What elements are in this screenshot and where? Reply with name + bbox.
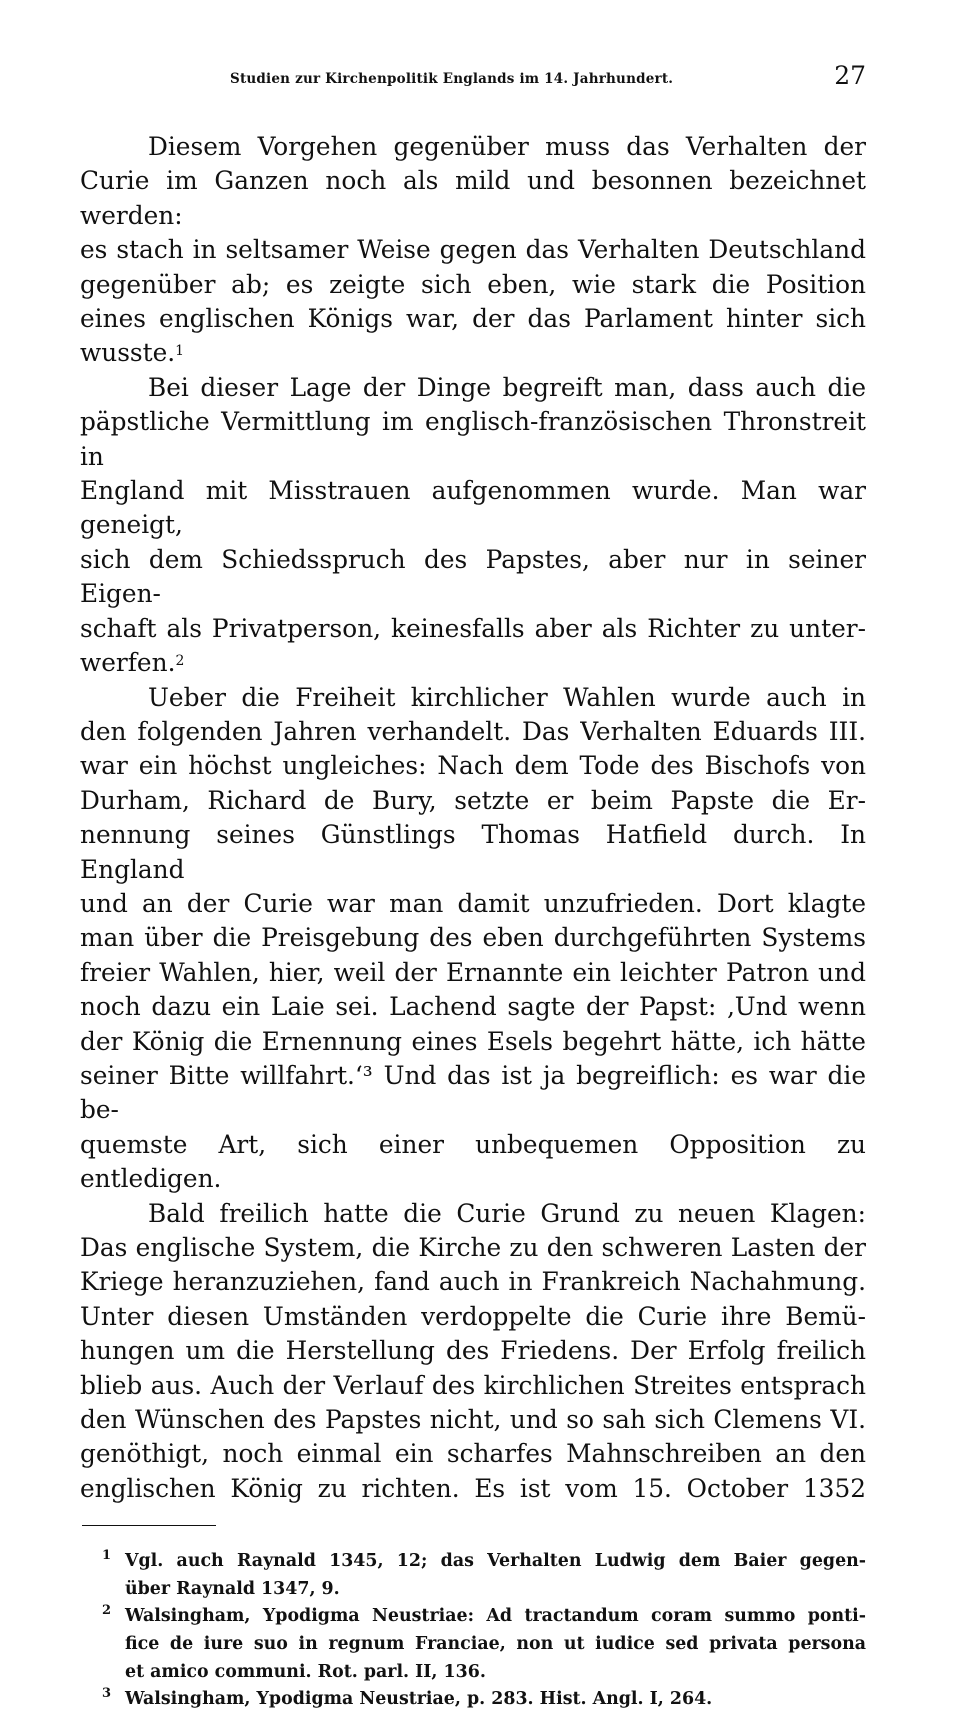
body-text [80, 130, 866, 1506]
footnote-number: 1 [102, 1548, 112, 1564]
footnote-rule [82, 1525, 216, 1526]
text-line: freier Wahlen, hier, weil der Ernannte ein leichter Patron und [80, 957, 866, 987]
text-line: werfen.$^2$ [80, 648, 185, 678]
footnote-line: über Raynald 1347, 9. [125, 1578, 340, 1599]
text-line: eines englischen Königs war, der das Parlament hinter sich [80, 304, 866, 334]
text-line: gegenüber ab; es zeigte sich eben, wie stark die Position [80, 269, 866, 299]
text-line: Diesem Vorgehen gegenüber muss das Verhalten der [148, 132, 866, 161]
text-line: war ein höchst ungleiches: Nach dem Tode des Bischofs von [80, 751, 866, 781]
footnotes [80, 1548, 866, 1714]
text-line: man über die Preisgebung des eben durchgeführten Systems [80, 923, 866, 953]
footnote-line: Walsingham, Ypodigma Neustriae, p. 283. Hist. Angl. I, 264. [125, 1689, 713, 1710]
text-line: Durham, Richard de Bury, setzte er beim Papste die Er- [80, 785, 866, 815]
text-line: und an der Curie war man damit unzufrieden. Dort klagte [80, 888, 866, 918]
text-line: der König die Ernennung eines Esels begehrt hätte, ich hätte [80, 1026, 866, 1056]
footnote [80, 1548, 866, 1603]
footnote-marker[interactable]: 1 [175, 343, 185, 360]
page-header [80, 58, 866, 98]
text-line: den Wünschen des Papstes nicht, und so sah sich Clemens VI. [80, 1405, 866, 1435]
page-number: 27 [834, 61, 866, 90]
text-line: Das englische System, die Kirche zu den schweren Lasten der [80, 1233, 866, 1262]
footnote [80, 1686, 866, 1714]
paragraph [80, 1197, 866, 1507]
footnote [80, 1603, 866, 1686]
text-line: hungen um die Herstellung des Friedens. Der Erfolg freilich [80, 1336, 866, 1366]
text-line: sich dem Schiedsspruch des Papstes, aber nur in seiner Eigen- [80, 544, 866, 609]
footnote-line: et amico communi. Rot. parl. II, 136. [125, 1661, 486, 1682]
paragraph [80, 681, 866, 1197]
paragraph [80, 130, 866, 371]
footnote-number: 2 [102, 1603, 112, 1619]
text-line: seiner Bitte willfahrt.‘³ Und das ist ja begreiflich: es war die be- [80, 1060, 866, 1125]
footnote-number: 3 [102, 1686, 112, 1702]
footnote-line: Walsingham, Ypodigma Neustriae: Ad tractandum coram summo ponti- [125, 1606, 866, 1627]
text-line: quemste Art, sich einer unbequemen Opposition zu entledigen. [80, 1129, 866, 1194]
text-line: päpstliche Vermittlung im englisch-französischen Thronstreit in [80, 407, 866, 471]
text-line: blieb aus. Auch der Verlauf des kirchlichen Streites entsprach [80, 1370, 866, 1400]
text-line: es stach in seltsamer Weise gegen das Verhalten Deutschland [80, 235, 866, 265]
text-line: englischen König zu richten. Es ist vom 15. October 1352 [80, 1473, 866, 1503]
text-line: den folgenden Jahren verhandelt. Das Verhalten Eduards III. [80, 716, 866, 746]
text-line: schaft als Privatperson, keinesfalls aber als Richter zu unter- [80, 613, 866, 643]
text-line: Curie im Ganzen noch als mild und besonnen bezeichnet werden: [80, 166, 866, 230]
text-line: Bald freilich hatte die Curie Grund zu neuen Klagen: [148, 1198, 866, 1228]
text-line: Kriege heranzuziehen, fand auch in Frankreich Nachahmung. [80, 1267, 866, 1297]
paragraph [80, 371, 866, 681]
text-line: wusste.$^1$ [80, 338, 185, 368]
footnote-line: Vgl. auch Raynald 1345, 12; das Verhalten Ludwig dem Baier gegen- [125, 1551, 866, 1572]
text-line: noch dazu ein Laie sei. Lachend sagte der Papst: ‚Und wenn [80, 992, 866, 1022]
text-line: nennung seines Günstlings Thomas Hatfield durch. In England [80, 820, 866, 884]
text-line: genöthigt, noch einmal ein scharfes Mahnschreiben an den [80, 1439, 866, 1469]
running-head: Studien zur Kirchenpolitik Englands im 14. Jahrhundert. [230, 71, 674, 87]
text-line: Ueber die Freiheit kirchlicher Wahlen wurde auch in [148, 682, 866, 712]
footnote-line: fice de iure suo in regnum Franciae, non ut iudice sed privata persona [125, 1634, 866, 1655]
text-line: Bei dieser Lage der Dinge begreift man, dass auch die [148, 372, 866, 402]
footnote-marker[interactable]: 2 [175, 653, 185, 670]
text-line: England mit Misstrauen aufgenommen wurde. Man war geneigt, [80, 476, 866, 540]
text-line: Unter diesen Umständen verdoppelte die Curie ihre Bemü- [80, 1301, 866, 1331]
